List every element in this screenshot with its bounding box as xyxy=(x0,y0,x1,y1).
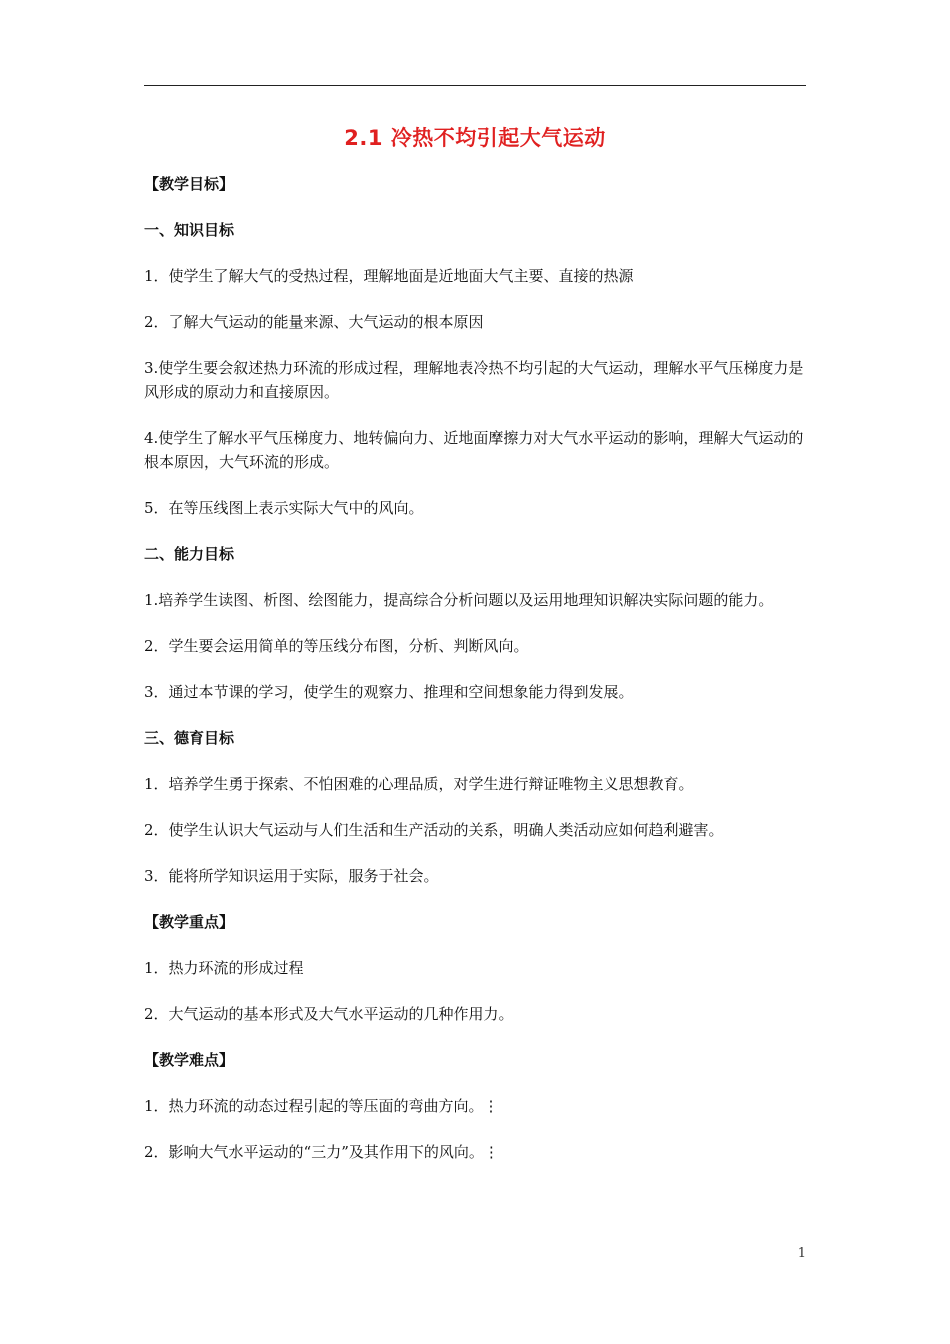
paragraph: 1．热力环流的动态过程引起的等压面的弯曲方向。⋮ xyxy=(144,1097,499,1115)
heading-moral-goals: 三、德育目标 xyxy=(144,729,235,747)
paragraph: 5．在等压线图上表示实际大气中的风向。 xyxy=(144,499,424,517)
paragraph: 2．学生要会运用简单的等压线分布图，分析、判断风向。 xyxy=(144,637,529,655)
paragraph: 1．培养学生勇于探索、不怕困难的心理品质，对学生进行辩证唯物主义思想教育。 xyxy=(144,775,694,793)
page-number: 1 xyxy=(797,1246,806,1261)
paragraph: 1．热力环流的形成过程 xyxy=(144,959,304,977)
header-rule xyxy=(144,85,806,86)
paragraph: 3．能将所学知识运用于实际，服务于社会。 xyxy=(144,867,439,885)
paragraph: 3.使学生要会叙述热力环流的形成过程，理解地表冷热不均引起的大气运动，理解水平气压梯度力是风形成的原动力和直接原因。 xyxy=(144,359,804,401)
heading-key-points: 【教学重点】 xyxy=(144,913,235,931)
paragraph: 2．使学生认识大气运动与人们生活和生产活动的关系，明确人类活动应如何趋利避害。 xyxy=(144,821,724,839)
paragraph: 2．影响大气水平运动的“三力”及其作用下的风向。⋮ xyxy=(144,1143,499,1161)
paragraph: 3．通过本节课的学习，使学生的观察力、推理和空间想象能力得到发展。 xyxy=(144,683,634,701)
document-title: 2.1 冷热不均引起大气运动 xyxy=(344,126,606,150)
heading-knowledge-goals: 一、知识目标 xyxy=(144,221,235,239)
heading-teaching-goals: 【教学目标】 xyxy=(144,175,235,193)
document-body xyxy=(144,172,806,1164)
paragraph: 4.使学生了解水平气压梯度力、地转偏向力、近地面摩擦力对大气水平运动的影响，理解大气运动的根本原因，大气环流的形成。 xyxy=(144,429,804,471)
paragraph: 2．大气运动的基本形式及大气水平运动的几种作用力。 xyxy=(144,1005,514,1023)
paragraph: 1．使学生了解大气的受热过程，理解地面是近地面大气主要、直接的热源 xyxy=(144,267,634,285)
paragraph: 2．了解大气运动的能量来源、大气运动的根本原因 xyxy=(144,313,484,331)
paragraph: 1.培养学生读图、析图、绘图能力，提高综合分析问题以及运用地理知识解决实际问题的能力。 xyxy=(144,591,774,609)
heading-ability-goals: 二、能力目标 xyxy=(144,545,235,563)
heading-difficult-points: 【教学难点】 xyxy=(144,1051,235,1069)
